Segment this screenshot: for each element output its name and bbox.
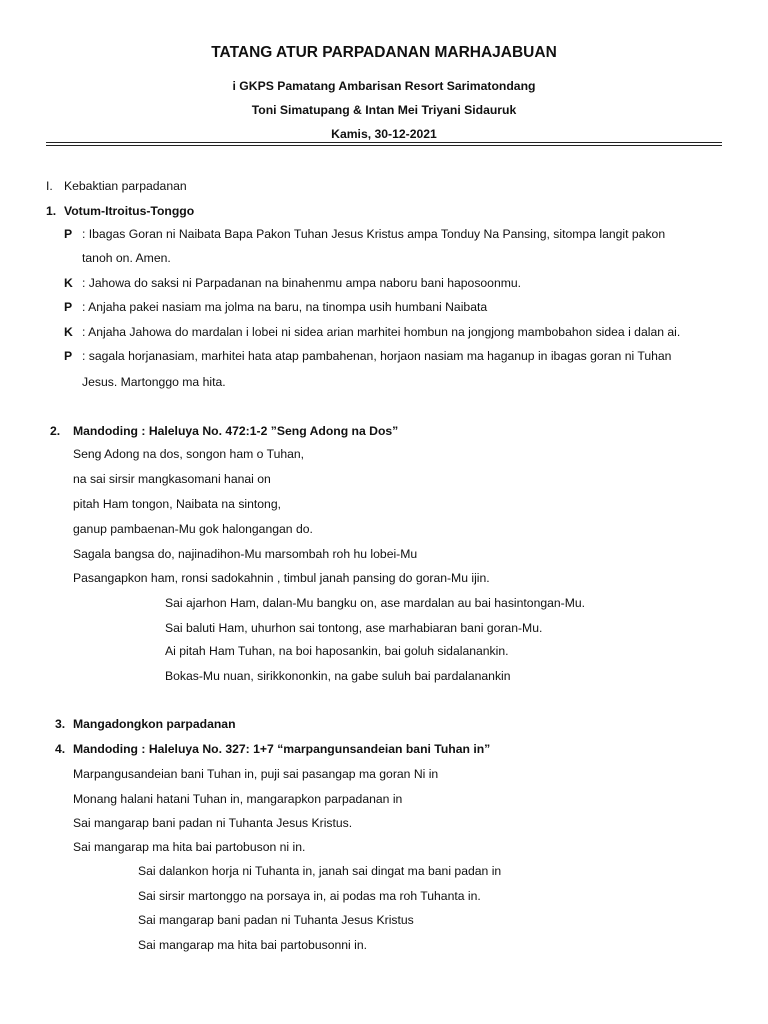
couple-names: Toni Simatupang & Intan Mei Triyani Sidauruk [251,103,517,117]
hymn-verse-line: Seng Adong na dos, songon ham o Tuhan, [73,447,305,461]
liturgy-speaker: K [64,276,73,290]
hymn-verse-line: Marpangusandeian bani Tuhan in, puji sai pasangap ma goran Ni in [73,767,439,781]
liturgy-line: : Anjaha pakei nasiam ma jolma na baru, na tinompa usih humbani Naibata [82,300,488,314]
hymn-refrain-line: Bokas-Mu nuan, sirikkononkin, na gabe suluh bai pardalanankin [165,669,511,683]
liturgy-speaker: P [64,349,73,363]
liturgy-line-cont: Jesus. Martonggo ma hita. [82,375,226,389]
hymn-verse-line: Sai mangarap ma hita bai partobuson ni in. [73,840,306,854]
hymn-verse-line: pitah Ham tongon, Naibata na sintong, [73,497,282,511]
liturgy-speaker: K [64,325,73,339]
hymn-refrain-line: Sai sirsir martonggo na porsaya in, ai podas ma roh Tuhanta in. [138,889,481,903]
item-number: 4. [55,742,66,756]
hymn-refrain-line: Sai mangarap ma hita bai partobusonni in. [138,938,367,952]
section-title: Kebaktian parpadanan [64,179,187,193]
hymn-verse-line: Sai mangarap bani padan ni Tuhanta Jesus Kristus. [73,816,353,830]
hymn-refrain-line: Ai pitah Ham Tuhan, na boi haposankin, bai goluh sidalanankin. [165,644,509,658]
hymn-verse-line: Sagala bangsa do, najinadihon-Mu marsombah roh hu lobei-Mu [73,547,418,561]
hymn-refrain-line: Sai ajarhon Ham, dalan-Mu bangku on, ase mardalan au bai hasintongan-Mu. [165,596,586,610]
hymn-verse-line: ganup pambaenan-Mu gok halongangan do. [73,522,313,536]
hymn-verse-line: Monang halani hatani Tuhan in, mangarapkon parpadanan in [73,792,403,806]
header-divider-bottom [46,145,722,146]
section-number: I. [46,179,53,193]
item-title: Votum-Itroitus-Tonggo [64,204,195,218]
item-title: Mandoding : Haleluya No. 327: 1+7 “marpangunsandeian bani Tuhan in” [73,742,491,756]
church-name: i GKPS Pamatang Ambarisan Resort Sarimatondang [232,79,536,93]
item-title: Mandoding : Haleluya No. 472:1-2 ”Seng Adong na Dos” [73,424,399,438]
item-number: 1. [46,204,57,218]
hymn-refrain-line: Sai dalankon horja ni Tuhanta in, janah sai dingat ma bani padan in [138,864,502,878]
item-number: 3. [55,717,66,731]
liturgy-speaker: P [64,227,73,241]
item-number: 2. [50,424,61,438]
document-title: TATANG ATUR PARPADANAN MARHAJABUAN [211,44,557,61]
liturgy-line: : Ibagas Goran ni Naibata Bapa Pakon Tuhan Jesus Kristus ampa Tonduy Na Pansing, sitompa langit pakon [82,227,666,241]
liturgy-line: : Jahowa do saksi ni Parpadanan na binahenmu ampa naboru bani haposoonmu. [82,276,522,290]
hymn-verse-line: na sai sirsir mangkasomani hanai on [73,472,271,486]
hymn-refrain-line: Sai mangarap bani padan ni Tuhanta Jesus Kristus [138,913,414,927]
liturgy-line: : Anjaha Jahowa do mardalan i lobei ni sidea arian marhitei hombun na jongjong mambobahon sidea i dalan ai. [82,325,681,339]
header-divider-top [46,142,722,143]
hymn-refrain-line: Sai baluti Ham, uhurhon sai tontong, ase marhabiaran bani goran-Mu. [165,621,543,635]
liturgy-line-cont: tanoh on. Amen. [82,251,171,265]
item-title: Mangadongkon parpadanan [73,717,236,731]
event-date: Kamis, 30-12-2021 [331,127,437,141]
liturgy-line: : sagala horjanasiam, marhitei hata atap pambahenan, horjaon nasiam ma haganup in ibagas goran ni Tuhan [82,349,672,363]
hymn-verse-line: Pasangapkon ham, ronsi sadokahnin , timbul janah pansing do goran-Mu ijin. [73,571,490,585]
liturgy-speaker: P [64,300,73,314]
